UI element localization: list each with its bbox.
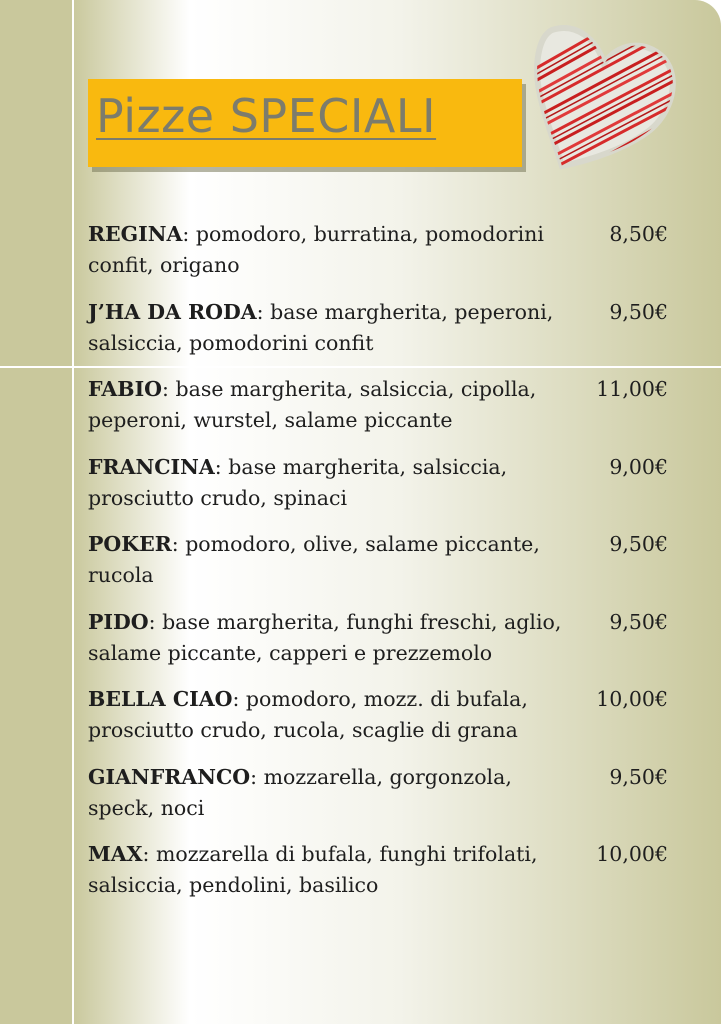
item-price: 9,50€ <box>609 532 668 556</box>
item-ingredients: : base margherita, peperoni, salsiccia, pomodorini confit <box>88 299 554 355</box>
item-price: 10,00€ <box>596 842 668 866</box>
item-description <box>88 529 583 591</box>
item-price: 9,00€ <box>609 454 668 479</box>
item-description <box>88 374 583 436</box>
item-description <box>88 684 583 746</box>
item-name: FABIO <box>88 377 163 401</box>
item-price: 9,50€ <box>609 609 668 634</box>
item-name: BELLA CIAO <box>88 687 233 711</box>
item-ingredients: : pomodoro, olive, salame piccante, rucola <box>88 532 540 587</box>
list-item <box>88 529 673 607</box>
item-name: GIANFRANCO <box>88 764 251 789</box>
item-name: REGINA <box>88 222 183 246</box>
item-ingredients: : pomodoro, burratina, pomodorini confit, origano <box>88 222 544 277</box>
item-name: FRANCINA <box>88 454 215 479</box>
item-description <box>88 839 583 901</box>
list-item <box>88 297 673 375</box>
list-item <box>88 452 673 530</box>
list-item <box>88 374 673 452</box>
item-price: 11,00€ <box>596 377 668 401</box>
page-title: Pizze SPECIALI <box>96 89 437 143</box>
menu-list <box>88 219 673 917</box>
margin-vertical-line <box>72 0 74 1024</box>
item-name: J’HA DA RODA <box>88 299 257 324</box>
list-item <box>88 219 673 297</box>
item-ingredients: : base margherita, salsiccia, cipolla, peperoni, wurstel, salame piccante <box>88 377 537 432</box>
item-name: PIDO <box>88 609 149 634</box>
item-price: 9,50€ <box>609 764 668 789</box>
item-ingredients: : mozzarella di bufala, funghi trifolati, salsiccia, pendolini, basilico <box>88 842 538 897</box>
item-price: 9,50€ <box>609 299 668 324</box>
list-item <box>88 684 673 762</box>
item-ingredients: : base margherita, salsiccia, prosciutto crudo, spinaci <box>88 454 508 510</box>
item-description <box>88 607 583 669</box>
item-price: 10,00€ <box>596 687 668 711</box>
item-ingredients: : pomodoro, mozz. di bufala, prosciutto crudo, rucola, scaglie di grana <box>88 687 528 742</box>
item-price: 8,50€ <box>609 222 668 246</box>
list-item <box>88 762 673 840</box>
item-description <box>88 762 583 824</box>
item-description <box>88 219 583 281</box>
item-name: MAX <box>88 842 143 866</box>
item-ingredients: : base margherita, funghi freschi, aglio, salame piccante, capperi e prezzemolo <box>88 609 562 665</box>
heart-icon <box>532 22 684 170</box>
item-description <box>88 452 583 514</box>
item-description <box>88 297 583 359</box>
list-item <box>88 839 673 917</box>
title-banner <box>88 79 522 167</box>
list-item <box>88 607 673 685</box>
item-name: POKER <box>88 532 172 556</box>
item-ingredients: : mozzarella, gorgonzola, speck, noci <box>88 764 512 820</box>
